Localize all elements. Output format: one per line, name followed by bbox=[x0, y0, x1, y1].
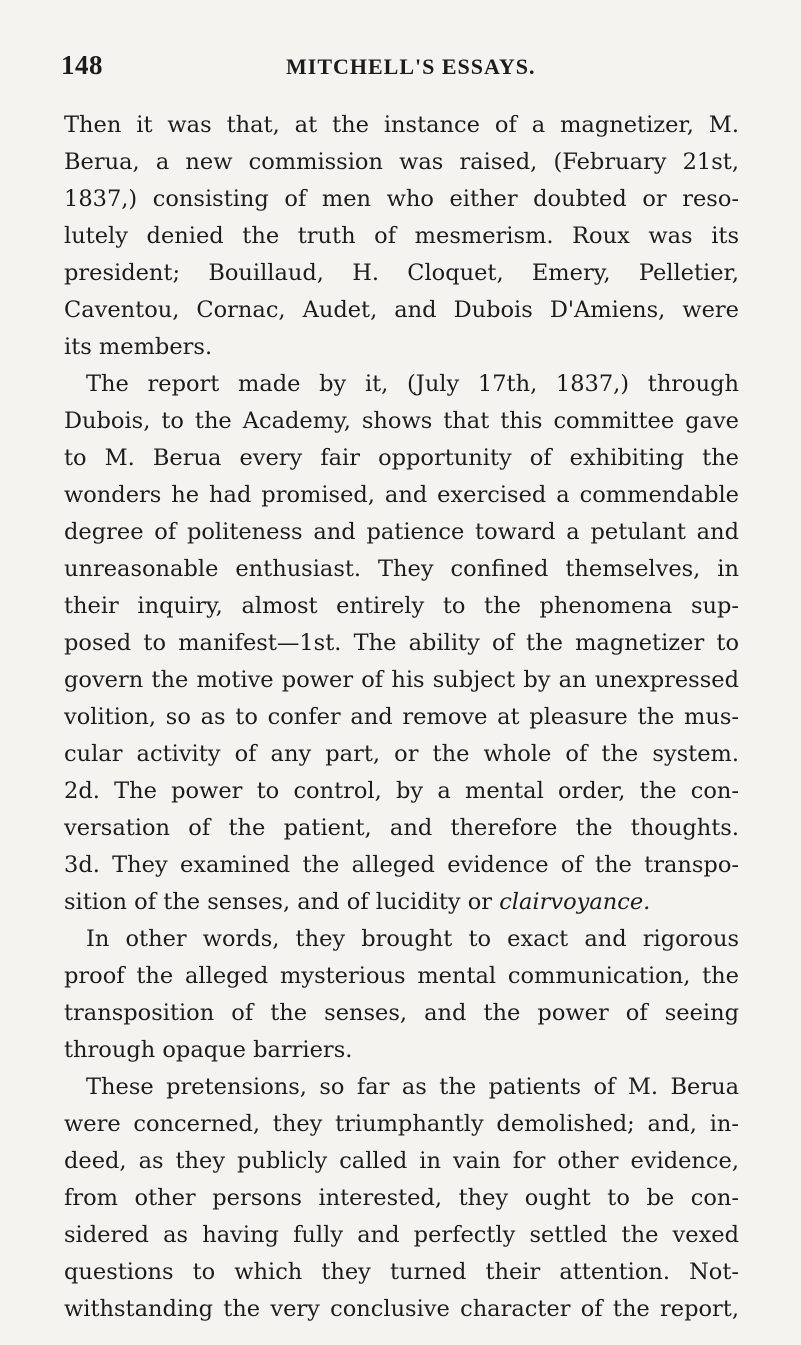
text-line: cular activity of any part, or the whole of the system. bbox=[64, 741, 739, 767]
text-line: transposition of the senses, and the power of seeing bbox=[64, 1000, 739, 1026]
text-line: 3d. They examined the alleged evidence of the transpo- bbox=[64, 852, 739, 878]
text-line: 2d. The power to control, by a mental order, the con- bbox=[64, 778, 739, 804]
text-line: These pretensions, so far as the patients of M. Berua bbox=[86, 1074, 739, 1100]
text-line: to M. Berua every fair opportunity of exhibiting the bbox=[64, 445, 739, 471]
text-line: govern the motive power of his subject by an unexpressed bbox=[64, 667, 739, 693]
text-line: wonders he had promised, and exercised a commendable bbox=[64, 482, 739, 508]
text-line: Then it was that, at the instance of a magnetizer, M. bbox=[64, 112, 739, 138]
text-line: through opaque barriers. bbox=[64, 1037, 353, 1063]
text-line bbox=[64, 884, 739, 921]
text-line: The report made by it, (July 17th, 1837,) through bbox=[86, 371, 739, 397]
text-line: lutely denied the truth of mesmerism. Roux was its bbox=[64, 223, 739, 249]
page-number: 148 bbox=[61, 50, 103, 80]
text-line: Dubois, to the Academy, shows that this committee gave bbox=[64, 408, 739, 434]
text-line: Caventou, Cornac, Audet, and Dubois D'Amiens, were bbox=[64, 297, 739, 323]
text-line: proof the alleged mysterious mental communication, the bbox=[64, 963, 739, 989]
text-line: unreasonable enthusiast. They confined themselves, in bbox=[64, 556, 739, 582]
text-line: Berua, a new commission was raised, (February 21st, bbox=[64, 149, 739, 175]
text-line: deed, as they publicly called in vain for other evidence, bbox=[64, 1148, 739, 1174]
text-line: posed to manifest—1st. The ability of the magnetizer to bbox=[64, 630, 739, 656]
text-line: degree of politeness and patience toward a petulant and bbox=[64, 519, 739, 545]
text-line: volition, so as to confer and remove at pleasure the mus- bbox=[64, 704, 739, 730]
text-line: versation of the patient, and therefore the thoughts. bbox=[64, 815, 739, 841]
line-text: sition of the senses, and of lucidity or bbox=[64, 889, 500, 915]
text-line: In other words, they brought to exact and rigorous bbox=[86, 926, 739, 952]
italic-term: clairvoyance. bbox=[499, 889, 651, 915]
text-line: were concerned, they triumphantly demolished; and, in- bbox=[64, 1111, 739, 1137]
text-line: questions to which they turned their attention. Not- bbox=[64, 1259, 739, 1285]
text-line: president; Bouillaud, H. Cloquet, Emery, Pelletier, bbox=[64, 260, 739, 286]
text-line: their inquiry, almost entirely to the phenomena sup- bbox=[64, 593, 739, 619]
running-head: MITCHELL'S ESSAYS. bbox=[286, 54, 536, 79]
body-text bbox=[64, 107, 739, 1328]
text-line: 1837,) consisting of men who either doubted or reso- bbox=[64, 186, 739, 212]
text-line: its members. bbox=[64, 334, 213, 360]
text-line: sidered as having fully and perfectly settled the vexed bbox=[64, 1222, 739, 1248]
text-line: withstanding the very conclusive character of the report, bbox=[64, 1296, 739, 1322]
page-header bbox=[61, 50, 751, 90]
text-line: from other persons interested, they ought to be con- bbox=[64, 1185, 739, 1211]
